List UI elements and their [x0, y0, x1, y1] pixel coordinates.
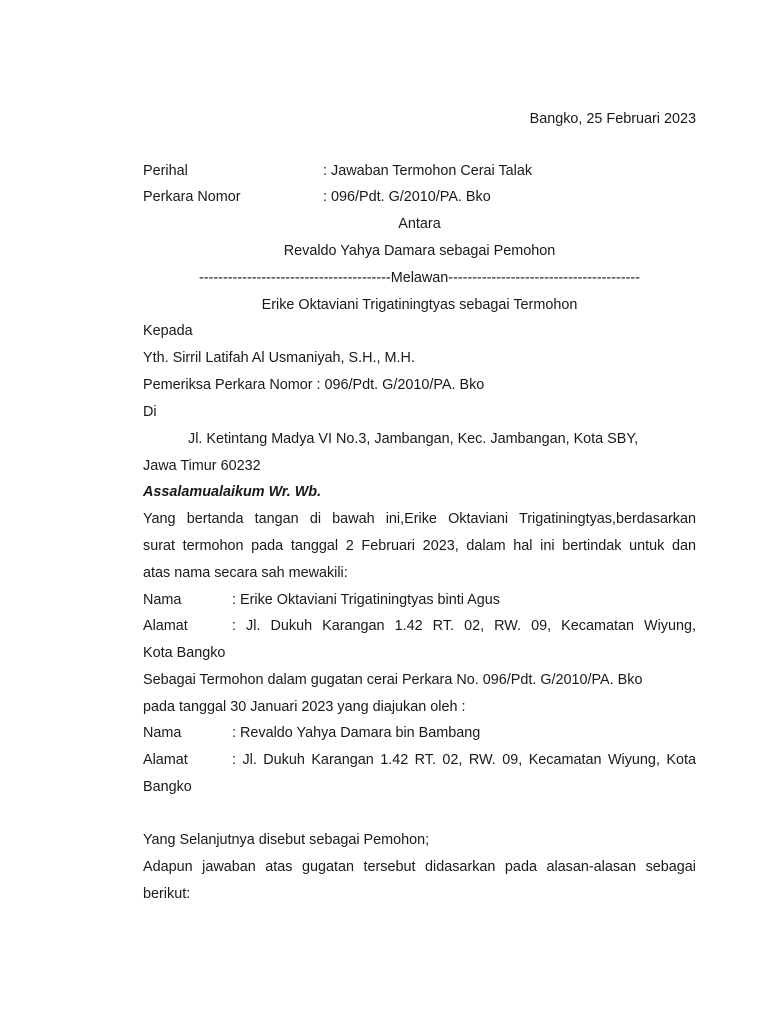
melawan-line: ----------------------------------------Melawan---------------------------------------- — [199, 270, 640, 286]
para1-text-2: surat termohon pada tanggal 2 Februari 2023, dalam hal ini bertindak untuk dan — [143, 538, 696, 554]
pemohon-alamat-value: : Jl. Dukuh Karangan 1.42 RT. 02, RW. 09, Kecamatan Wiyung, Kota — [232, 752, 696, 768]
para1-line-2 — [143, 537, 696, 555]
selanjutnya-line: Yang Selanjutnya disebut sebagai Pemohon; — [143, 832, 430, 848]
pemohon-alamat-label: Alamat — [143, 752, 188, 768]
pemohon-heading-line: Revaldo Yahya Damara sebagai Pemohon — [283, 243, 556, 259]
termohon-alamat-row — [143, 617, 696, 635]
antara-line: Antara — [398, 216, 441, 232]
termohon-alamat-cont: Kota Bangko — [143, 645, 226, 661]
termohon-nama-value: : Erike Oktaviani Trigatiningtyas binti Agus — [232, 592, 500, 608]
pemohon-alamat-row — [143, 751, 696, 769]
perkara-label: Perkara Nomor — [143, 189, 241, 205]
para2-line-2: pada tanggal 30 Januari 2023 yang diajukan oleh : — [143, 699, 466, 715]
pemohon-nama-value: : Revaldo Yahya Damara bin Bambang — [232, 725, 481, 741]
yth-line: Yth. Sirril Latifah Al Usmaniyah, S.H., M.H. — [143, 350, 415, 366]
para3-text-1: Adapun jawaban atas gugatan tersebut didasarkan pada alasan-alasan sebagai — [143, 859, 696, 875]
perihal-row — [143, 162, 696, 180]
para1-text-1: Yang bertanda tangan di bawah ini,Erike Oktaviani Trigatiningtyas,berdasarkan — [143, 511, 696, 527]
kepada-line: Kepada — [143, 323, 193, 339]
termohon-nama-row — [143, 591, 696, 609]
para3-line-2: berikut: — [143, 886, 191, 902]
letter-date: Bangko, 25 Februari 2023 — [529, 111, 696, 127]
termohon-alamat-label: Alamat — [143, 618, 188, 634]
di-line: Di — [143, 404, 157, 420]
para1-line-1 — [143, 510, 696, 528]
perkara-value: : 096/Pdt. G/2010/PA. Bko — [323, 189, 491, 205]
address-line-2: Jawa Timur 60232 — [143, 458, 261, 474]
termohon-heading-line: Erike Oktaviani Trigatiningtyas sebagai Termohon — [261, 297, 578, 313]
pemohon-nama-label: Nama — [143, 725, 182, 741]
pemohon-nama-row — [143, 724, 696, 742]
perkara-row — [143, 188, 696, 206]
address-line-1: Jl. Ketintang Madya VI No.3, Jambangan, Kec. Jambangan, Kota SBY, — [188, 431, 639, 447]
pemeriksa-line: Pemeriksa Perkara Nomor : 096/Pdt. G/2010/PA. Bko — [143, 377, 485, 393]
para3-line-1-wrap — [143, 858, 696, 876]
para2-line-1: Sebagai Termohon dalam gugatan cerai Perkara No. 096/Pdt. G/2010/PA. Bko — [143, 672, 643, 688]
salam-line: Assalamualaikum Wr. Wb. — [143, 484, 322, 500]
para1-line-3: atas nama secara sah mewakili: — [143, 565, 348, 581]
perihal-value: : Jawaban Termohon Cerai Talak — [323, 163, 533, 179]
pemohon-alamat-cont: Bangko — [143, 779, 192, 795]
perihal-label: Perihal — [143, 163, 188, 179]
termohon-alamat-value: : Jl. Dukuh Karangan 1.42 RT. 02, RW. 09, Kecamatan Wiyung, — [232, 618, 696, 634]
termohon-nama-label: Nama — [143, 592, 182, 608]
